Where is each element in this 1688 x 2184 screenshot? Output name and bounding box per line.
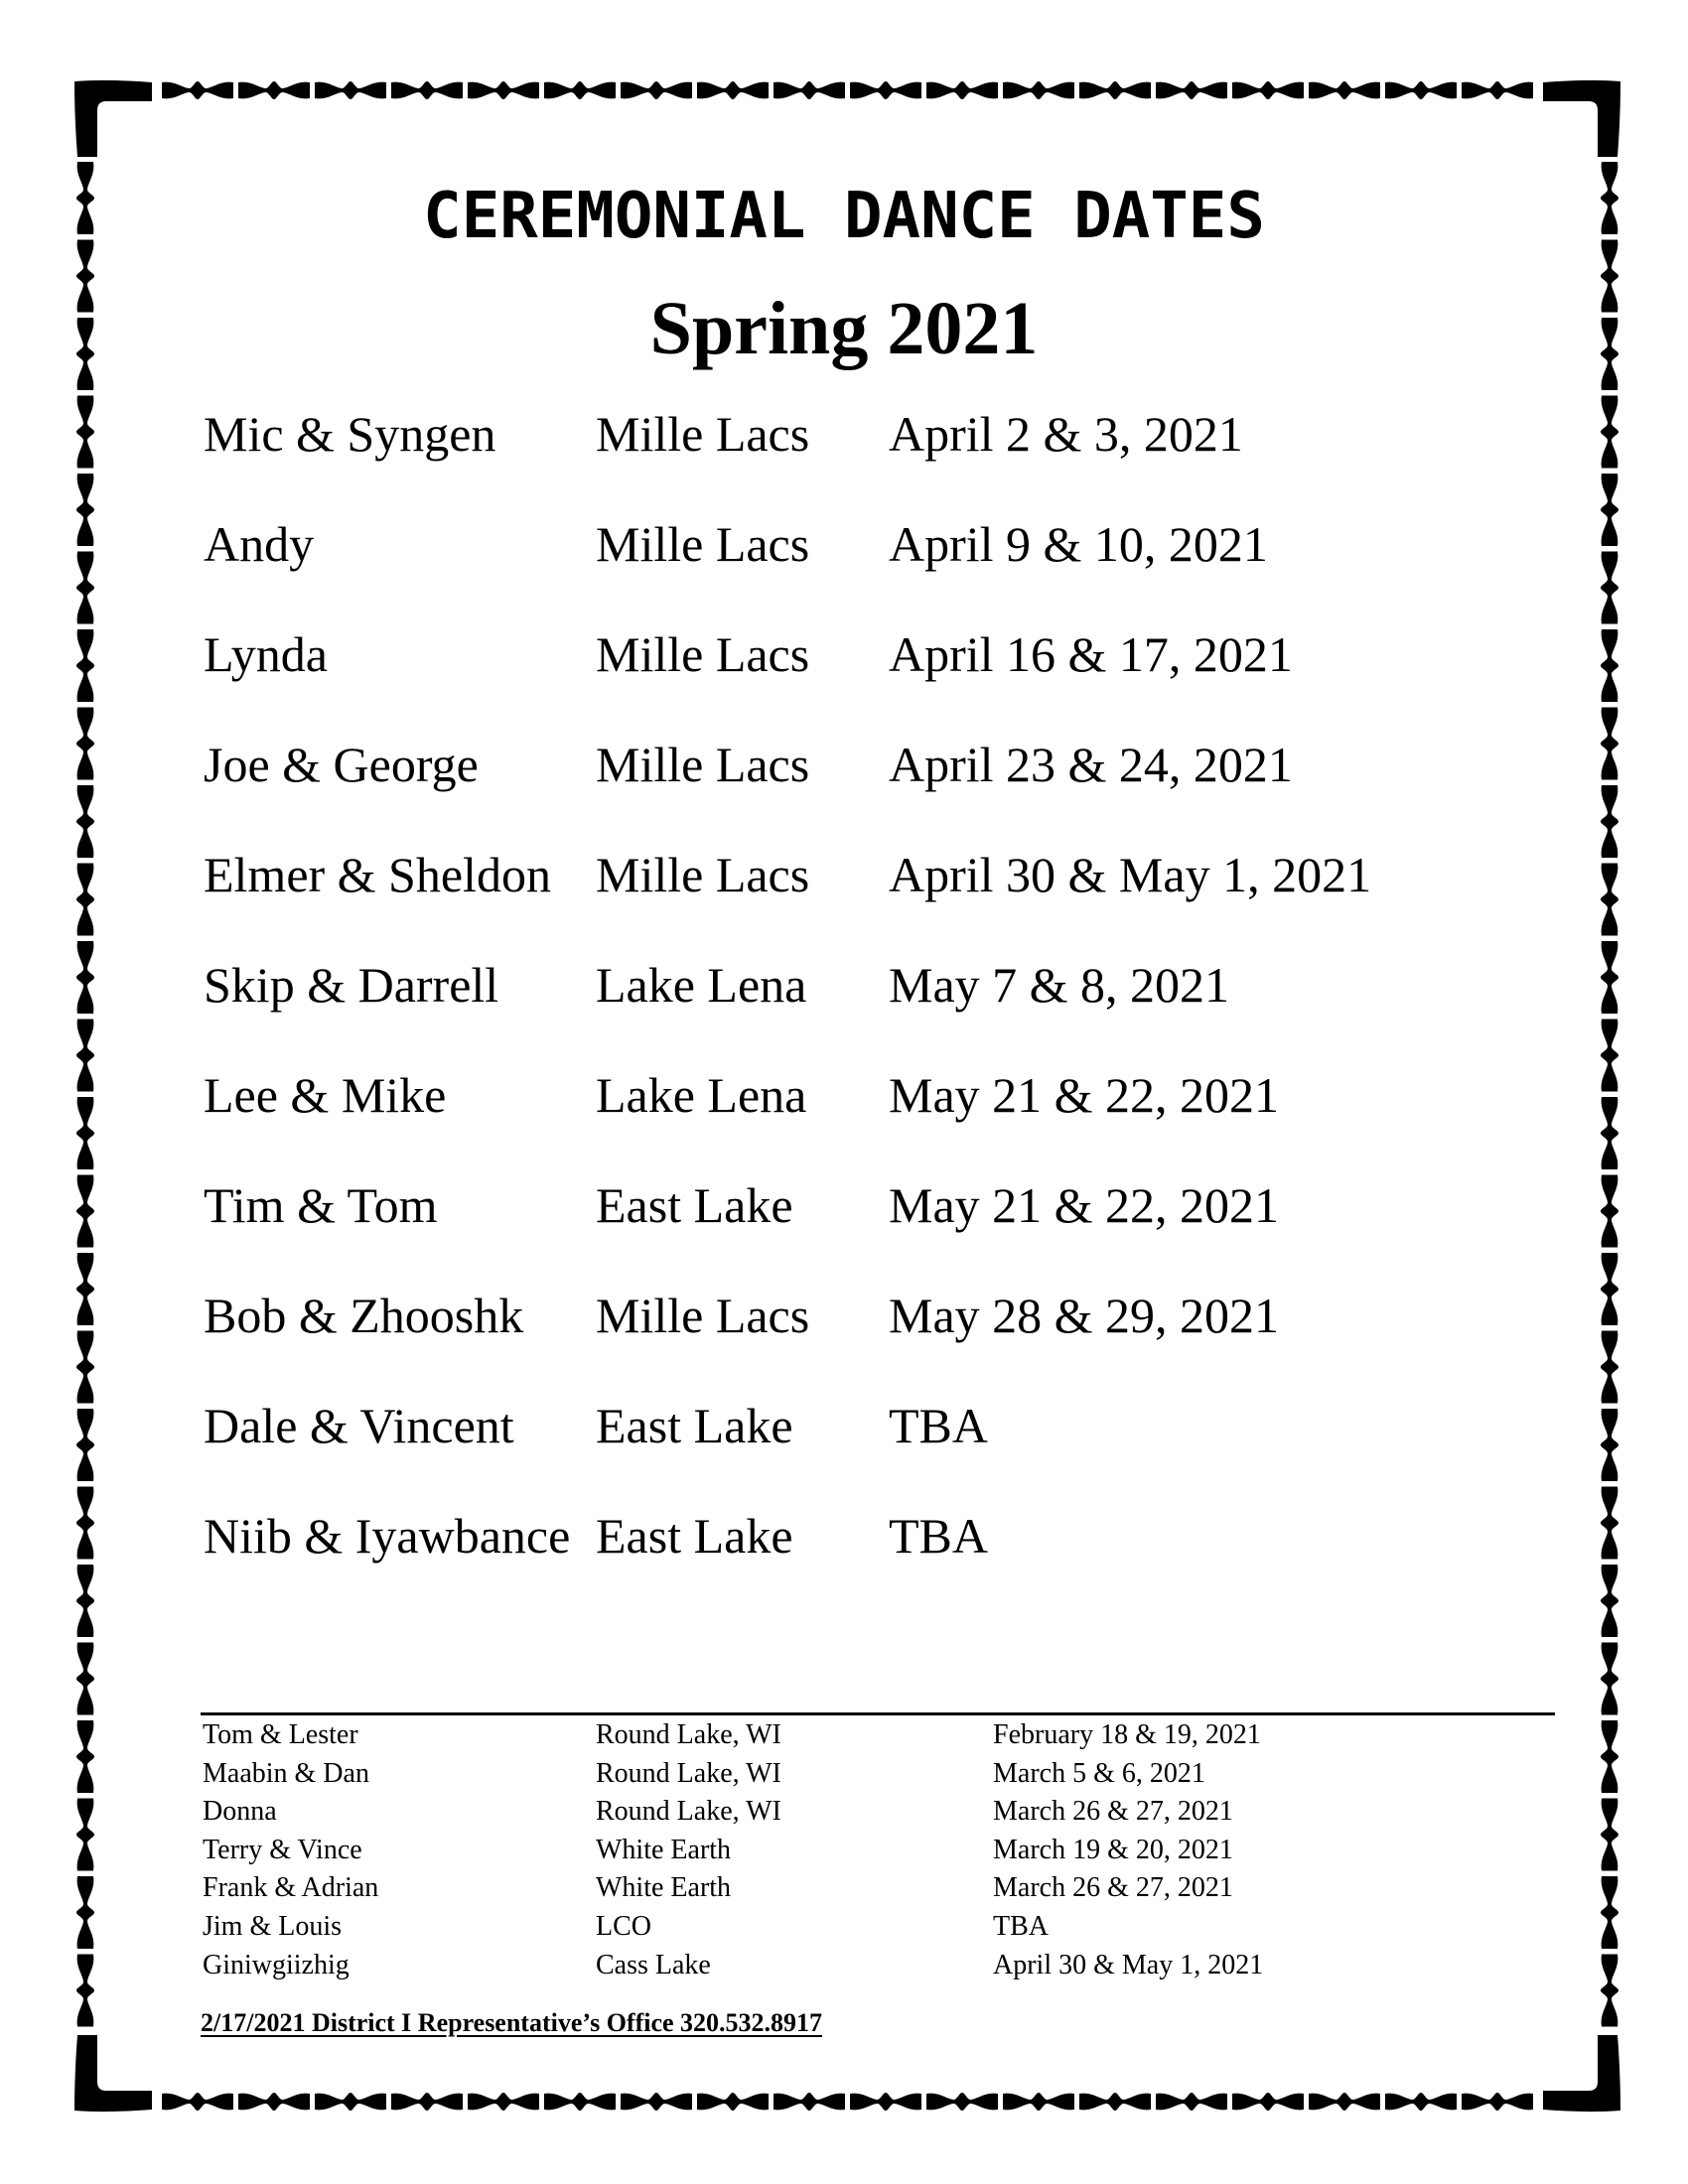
dance-dates: May 28 & 29, 2021 bbox=[889, 1288, 1280, 1343]
schedule-row bbox=[204, 737, 1293, 792]
dance-dates: March 26 & 27, 2021 bbox=[993, 1872, 1233, 1903]
dance-dates: TBA bbox=[889, 1508, 988, 1564]
schedule-row bbox=[203, 1798, 1233, 1826]
dancer-name: Maabin & Dan bbox=[203, 1758, 369, 1789]
schedule-row bbox=[203, 1837, 1233, 1864]
dancer-name: Skip & Darrell bbox=[204, 957, 499, 1013]
season-heading: Spring 2021 bbox=[649, 287, 1039, 370]
dancer-name: Mic & Syngen bbox=[204, 406, 496, 462]
dance-location: Mille Lacs bbox=[596, 406, 810, 462]
dancer-name: Terry & Vince bbox=[203, 1835, 362, 1865]
dance-dates: May 21 & 22, 2021 bbox=[889, 1177, 1280, 1233]
dancer-name: Tim & Tom bbox=[204, 1177, 438, 1233]
dance-dates: April 2 & 3, 2021 bbox=[889, 406, 1243, 462]
dancer-name: Andy bbox=[204, 516, 315, 572]
dance-location: Mille Lacs bbox=[596, 847, 810, 902]
dancer-name: Elmer & Sheldon bbox=[204, 847, 551, 902]
dance-dates: April 9 & 10, 2021 bbox=[889, 516, 1268, 572]
dance-dates: April 30 & May 1, 2021 bbox=[889, 847, 1372, 902]
dancer-name: Donna bbox=[203, 1796, 277, 1827]
dance-location: White Earth bbox=[596, 1872, 732, 1903]
dance-location: Mille Lacs bbox=[596, 516, 810, 572]
schedule-row bbox=[203, 1952, 1263, 1979]
dance-location: LCO bbox=[596, 1911, 651, 1942]
dance-location: East Lake bbox=[596, 1508, 793, 1564]
dancer-name: Joe & George bbox=[204, 737, 479, 792]
schedule-row bbox=[204, 957, 1230, 1013]
page-title: CEREMONIAL DANCE DATES bbox=[423, 180, 1265, 253]
dance-dates: TBA bbox=[889, 1398, 988, 1453]
footer-note: 2/17/2021 District I Representative’s Office 320.532.8917 bbox=[201, 2008, 823, 2037]
dance-location: White Earth bbox=[596, 1835, 732, 1865]
schedule-row bbox=[204, 1508, 988, 1564]
dance-location: East Lake bbox=[596, 1398, 793, 1453]
dance-location: Mille Lacs bbox=[596, 737, 810, 792]
schedule-row bbox=[204, 1067, 1280, 1123]
schedule-row bbox=[204, 626, 1293, 682]
section-divider-line bbox=[201, 1712, 1555, 1715]
dance-dates: April 30 & May 1, 2021 bbox=[993, 1950, 1264, 1980]
schedule-row bbox=[204, 847, 1372, 902]
schedule-row bbox=[203, 1913, 1049, 1941]
dance-location: Round Lake, WI bbox=[596, 1796, 781, 1827]
dancer-name: Giniwgiizhig bbox=[203, 1950, 350, 1980]
dance-location: Round Lake, WI bbox=[596, 1719, 781, 1750]
dancer-name: Tom & Lester bbox=[203, 1719, 358, 1750]
dance-location: Cass Lake bbox=[596, 1950, 711, 1980]
dance-dates: April 16 & 17, 2021 bbox=[889, 626, 1293, 682]
dancer-name: Lee & Mike bbox=[204, 1067, 447, 1123]
dance-dates: February 18 & 19, 2021 bbox=[993, 1719, 1261, 1750]
dance-dates: April 23 & 24, 2021 bbox=[889, 737, 1293, 792]
dancer-name: Bob & Zhooshk bbox=[204, 1288, 524, 1343]
dance-location: Lake Lena bbox=[596, 1067, 807, 1123]
schedule-row bbox=[203, 1721, 1261, 1749]
dance-dates: May 7 & 8, 2021 bbox=[889, 957, 1230, 1013]
dance-location: Mille Lacs bbox=[596, 626, 810, 682]
dance-dates: TBA bbox=[993, 1911, 1049, 1942]
dance-dates: March 19 & 20, 2021 bbox=[993, 1835, 1233, 1865]
dancer-name: Frank & Adrian bbox=[203, 1872, 379, 1903]
schedule-row bbox=[204, 516, 1268, 572]
schedule-row bbox=[203, 1760, 1205, 1788]
dance-location: Lake Lena bbox=[596, 957, 807, 1013]
dance-location: Round Lake, WI bbox=[596, 1758, 781, 1789]
dancer-name: Jim & Louis bbox=[203, 1911, 343, 1942]
dance-location: Mille Lacs bbox=[596, 1288, 810, 1343]
schedule-row bbox=[204, 1288, 1280, 1343]
dancer-name: Niib & Iyawbance bbox=[204, 1508, 571, 1564]
dancer-name: Dale & Vincent bbox=[204, 1398, 514, 1453]
schedule-row bbox=[204, 1398, 988, 1453]
schedule-row bbox=[204, 406, 1243, 462]
schedule-row bbox=[203, 1874, 1233, 1902]
dance-dates: March 5 & 6, 2021 bbox=[993, 1758, 1205, 1789]
dance-dates: March 26 & 27, 2021 bbox=[993, 1796, 1233, 1827]
dance-location: East Lake bbox=[596, 1177, 793, 1233]
dance-dates: May 21 & 22, 2021 bbox=[889, 1067, 1280, 1123]
schedule-row bbox=[204, 1177, 1280, 1233]
dancer-name: Lynda bbox=[204, 626, 328, 682]
